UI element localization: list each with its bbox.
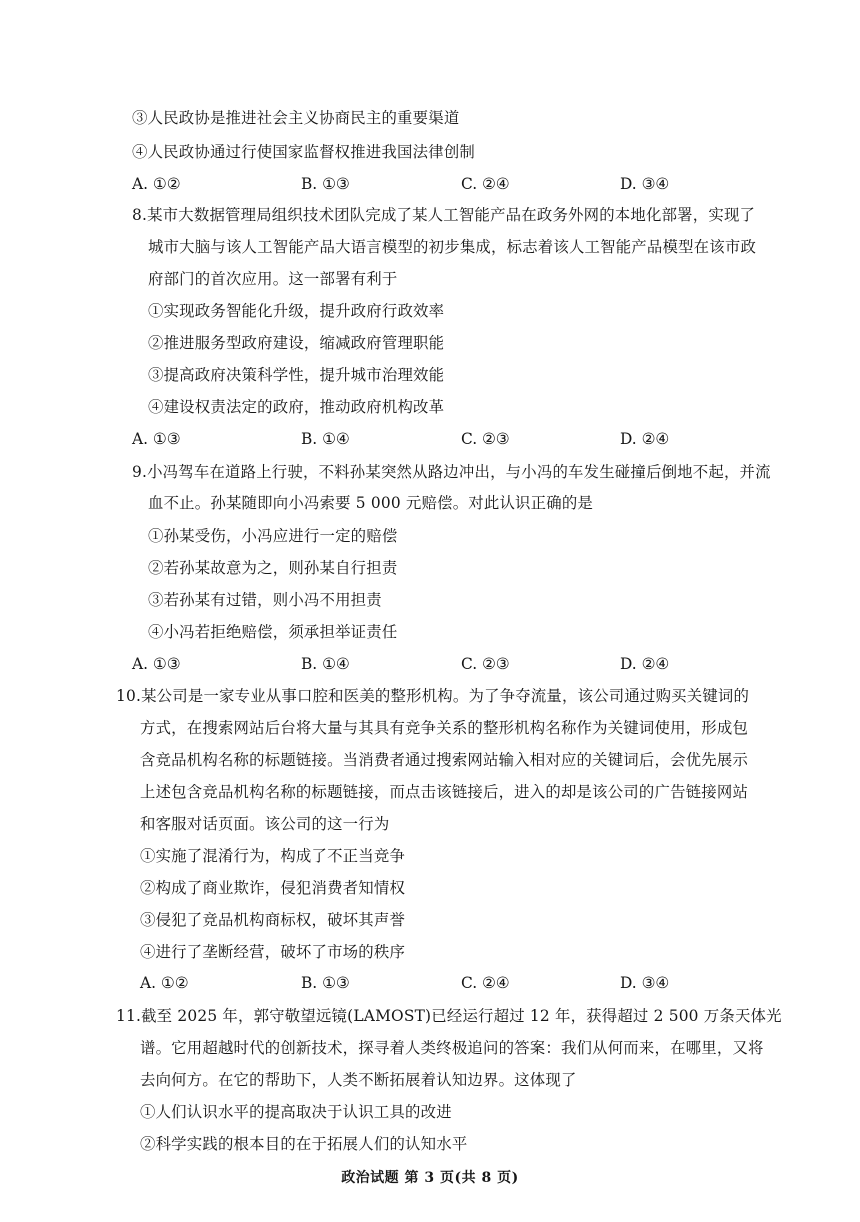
q7-option-d: D. ③④: [620, 175, 670, 193]
q7-options: [0, 173, 860, 195]
q10-item-2: ②构成了商业欺诈，侵犯消费者知情权: [140, 879, 406, 897]
q11-stem-line-1: 11.截至 2025 年，郭守敬望远镜(LAMOST)已经运行超过 12 年，获得超过 2 500 万条天体光: [116, 1007, 782, 1025]
q9-option-b: B. ①④: [301, 655, 350, 673]
q10-item-1: ①实施了混淆行为，构成了不正当竞争: [140, 847, 406, 865]
q9-options: [0, 653, 860, 675]
q11-stem-line-3: 去向何方。在它的帮助下，人类不断拓展着认知边界。这体现了: [140, 1071, 577, 1089]
q8-option-b: B. ①④: [301, 430, 350, 448]
q10-stem-line-2: 方式，在搜索网站后台将大量与其具有竞争关系的整形机构名称作为关键词使用，形成包: [140, 719, 749, 737]
q8-item-4: ④建设权责法定的政府，推动政府机构改革: [148, 398, 445, 416]
q8-option-d: D. ②④: [620, 430, 670, 448]
q9-option-c: C. ②③: [461, 655, 510, 673]
q7-option-a: A. ①②: [132, 175, 181, 193]
q10-option-d: D. ③④: [620, 974, 670, 992]
q9-item-3: ③若孙某有过错，则小冯不用担责: [148, 591, 382, 609]
q7-item-4: ④人民政协通过行使国家监督权推进我国法律创制: [132, 143, 475, 161]
q11-stem-line-2: 谱。它用超越时代的创新技术，探寻着人类终极追问的答案：我们从何而来，在哪里，又将: [140, 1039, 764, 1057]
q9-option-d: D. ②④: [620, 655, 670, 673]
q7-option-b: B. ①③: [301, 175, 350, 193]
q9-item-4: ④小冯若拒绝赔偿，须承担举证责任: [148, 623, 398, 641]
q9-item-1: ①孙某受伤，小冯应进行一定的赔偿: [148, 527, 398, 545]
q8-option-a: A. ①③: [132, 430, 181, 448]
q11-item-2: ②科学实践的根本目的在于拓展人们的认知水平: [140, 1135, 468, 1153]
q10-stem-line-4: 上述包含竞品机构名称的标题链接，而点击该链接后，进入的却是该公司的广告链接网站: [140, 783, 749, 801]
q10-stem-line-5: 和客服对话页面。该公司的这一行为: [140, 815, 390, 833]
q10-option-c: C. ②④: [461, 974, 510, 992]
q10-stem-line-1: 10.某公司是一家专业从事口腔和医美的整形机构。为了争夺流量，该公司通过购买关键词的: [116, 687, 750, 705]
q10-options: [0, 972, 860, 994]
q8-item-1: ①实现政务智能化升级，提升政府行政效率: [148, 302, 445, 320]
q10-option-a: A. ①②: [140, 974, 189, 992]
q10-item-4: ④进行了垄断经营，破坏了市场的秩序: [140, 943, 406, 961]
q9-item-2: ②若孙某故意为之，则孙某自行担责: [148, 559, 398, 577]
q8-item-3: ③提高政府决策科学性，提升城市治理效能: [148, 366, 445, 384]
q8-item-2: ②推进服务型政府建设，缩减政府管理职能: [148, 334, 445, 352]
q9-option-a: A. ①③: [132, 655, 181, 673]
q8-stem-line-1: 8.某市大数据管理局组织技术团队完成了某人工智能产品在政务外网的本地化部署，实现了: [132, 206, 756, 224]
q7-item-3: ③人民政协是推进社会主义协商民主的重要渠道: [132, 109, 460, 127]
q7-option-c: C. ②④: [461, 175, 510, 193]
page-footer: 政治试题 第 3 页(共 8 页): [341, 1170, 519, 1186]
q9-stem-line-1: 9.小冯驾车在道路上行驶，不料孙某突然从路边冲出，与小冯的车发生碰撞后倒地不起，并流: [132, 463, 771, 481]
q10-item-3: ③侵犯了竞品机构商标权，破坏其声誉: [140, 911, 406, 929]
q11-item-1: ①人们认识水平的提高取决于认识工具的改进: [140, 1103, 452, 1121]
q8-options: [0, 428, 860, 450]
q9-stem-line-2: 血不止。孙某随即向小冯索要 5 000 元赔偿。对此认识正确的是: [148, 494, 594, 512]
q8-stem-line-2: 城市大脑与该人工智能产品大语言模型的初步集成，标志着该人工智能产品模型在该市政: [148, 238, 757, 256]
q10-stem-line-3: 含竞品机构名称的标题链接。当消费者通过搜索网站输入相对应的关键词后，会优先展示: [140, 751, 749, 769]
q8-stem-line-3: 府部门的首次应用。这一部署有利于: [148, 270, 398, 288]
q8-option-c: C. ②③: [461, 430, 510, 448]
q10-option-b: B. ①③: [301, 974, 350, 992]
